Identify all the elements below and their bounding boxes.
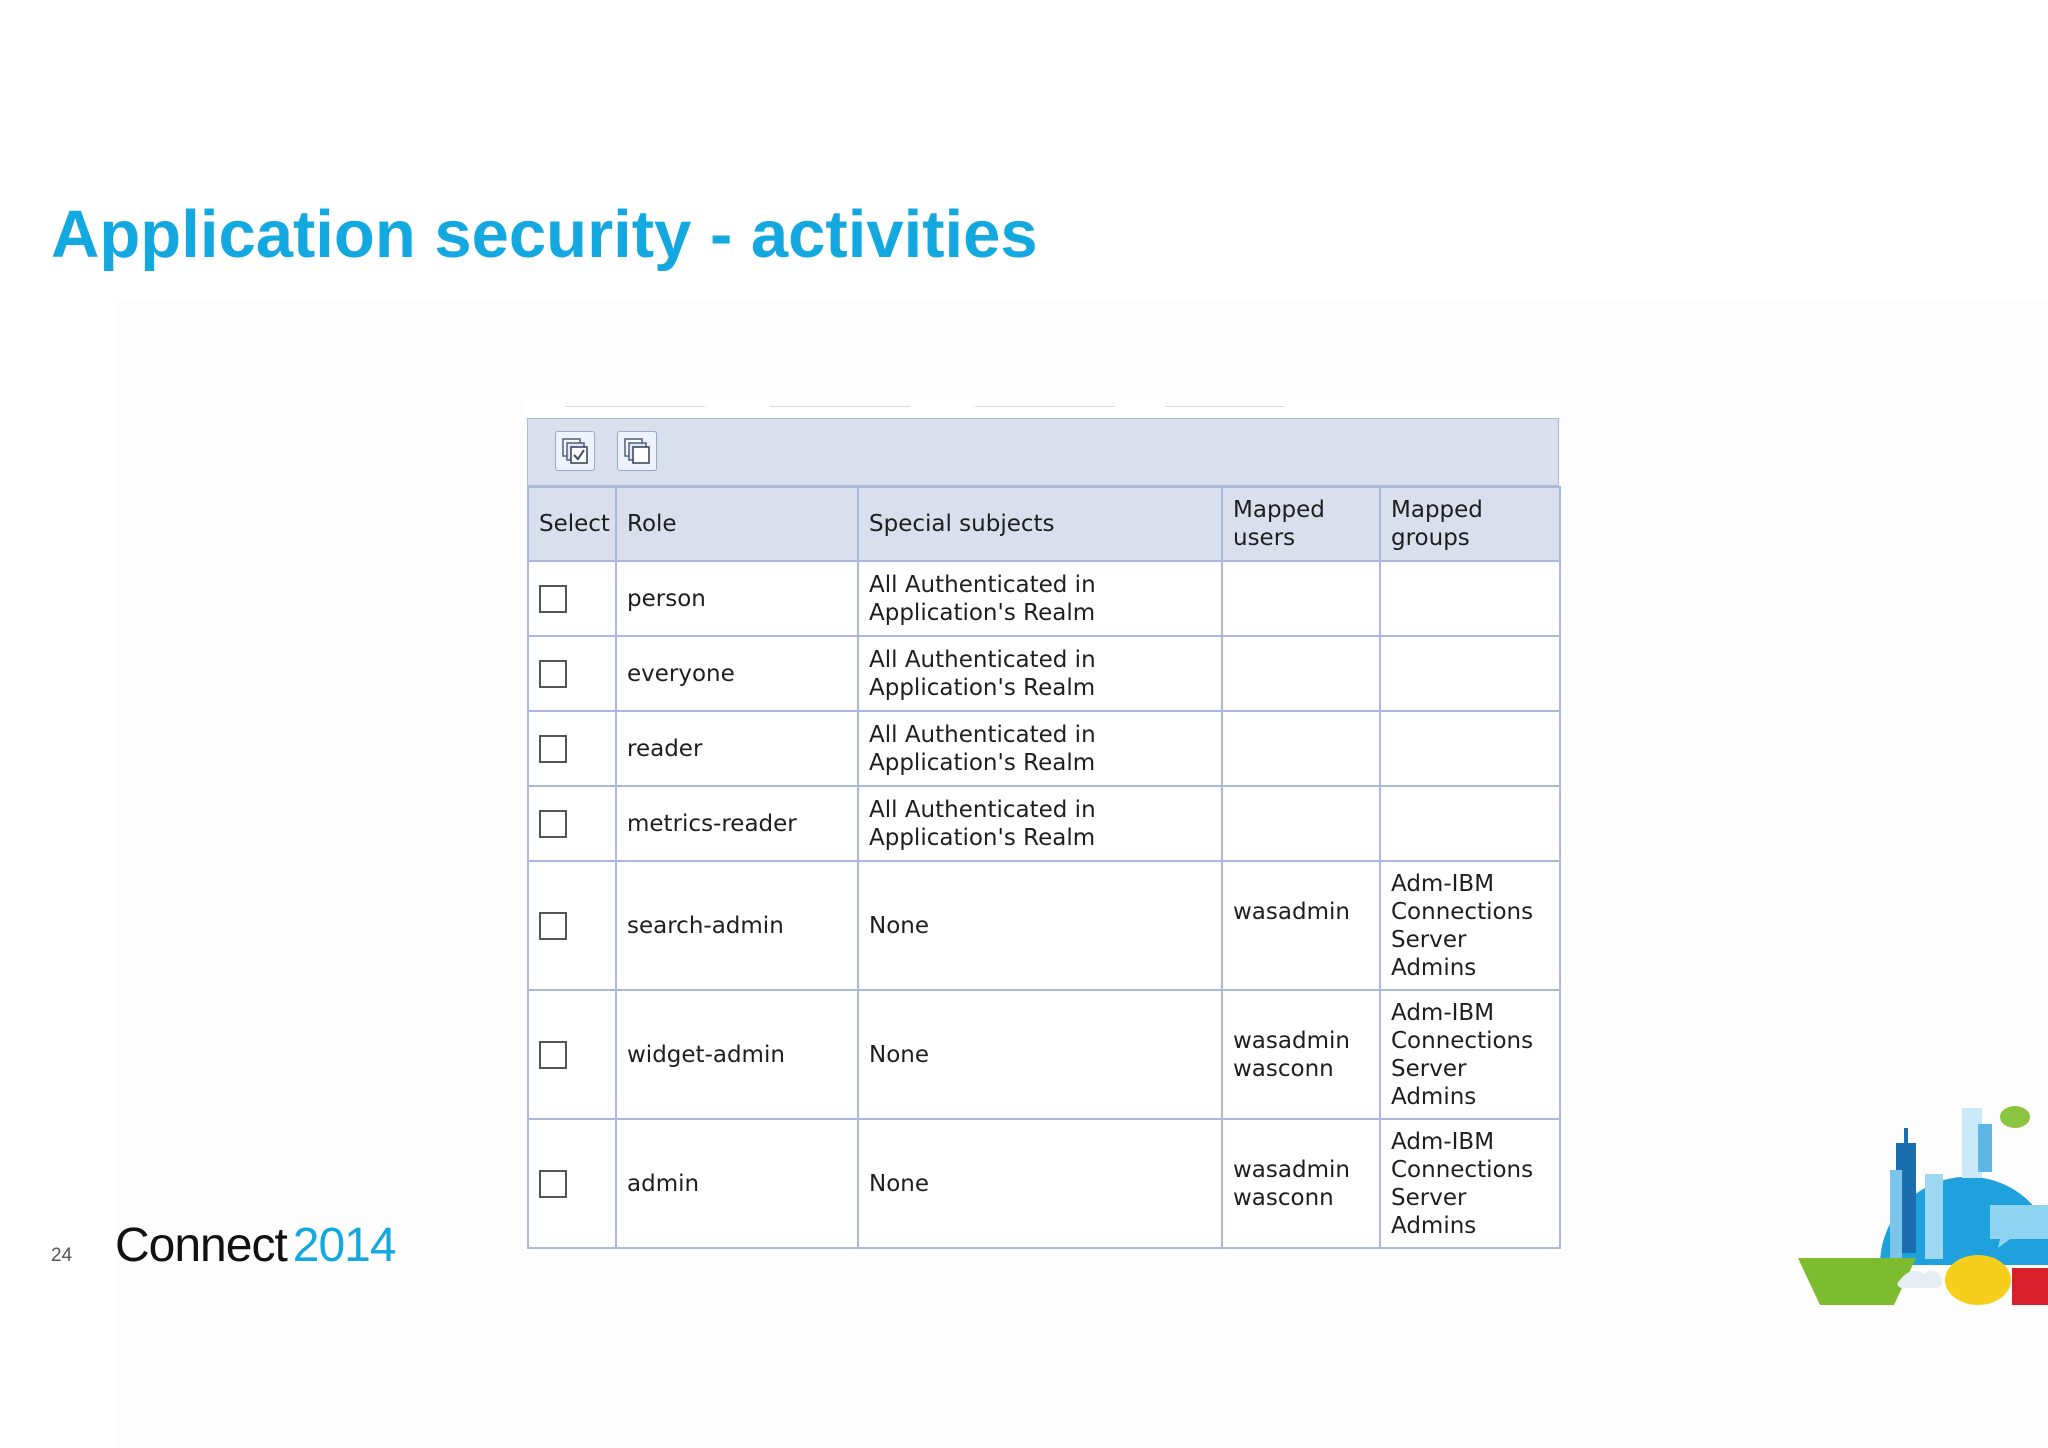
select-all-button[interactable] xyxy=(555,431,595,471)
select-all-icon xyxy=(561,437,589,465)
mapped-groups-cell xyxy=(1380,561,1560,636)
mapped-users-cell: wasadmin wasconn xyxy=(1222,990,1380,1119)
select-cell xyxy=(528,1119,616,1248)
mapped-groups-cell xyxy=(1380,711,1560,786)
deselect-all-icon xyxy=(623,437,651,465)
table-row[interactable] xyxy=(528,636,1560,711)
mapped-users-cell: wasadmin wasconn xyxy=(1222,1119,1380,1248)
city-illustration xyxy=(1790,1100,2048,1305)
select-cell xyxy=(528,861,616,990)
column-header-mapped-users: Mapped users xyxy=(1222,487,1380,561)
antenna-shape xyxy=(1904,1128,1908,1144)
security-role-table xyxy=(527,486,1561,1249)
table-toolbar xyxy=(527,418,1559,486)
role-cell: search-admin xyxy=(616,861,858,990)
column-header-select: Select xyxy=(528,487,616,561)
slide-title: Application security - activities xyxy=(51,197,1038,272)
select-cell xyxy=(528,561,616,636)
row-checkbox[interactable] xyxy=(539,912,567,940)
select-cell xyxy=(528,636,616,711)
row-checkbox[interactable] xyxy=(539,585,567,613)
table-header-row xyxy=(528,487,1560,561)
tab-edge xyxy=(565,398,705,407)
special-subjects-cell: None xyxy=(858,861,1222,990)
mapped-users-cell xyxy=(1222,786,1380,861)
row-checkbox[interactable] xyxy=(539,1041,567,1069)
building-shape xyxy=(1890,1170,1902,1260)
mapped-groups-cell xyxy=(1380,636,1560,711)
column-header-special-subjects: Special subjects xyxy=(858,487,1222,561)
table-row[interactable] xyxy=(528,786,1560,861)
tab-edge xyxy=(770,398,910,407)
chat-bubble-icon xyxy=(2000,1106,2030,1128)
page-number: 24 xyxy=(51,1245,73,1266)
special-subjects-cell: All Authenticated in Application's Realm xyxy=(858,636,1222,711)
tab-edge xyxy=(1165,398,1285,407)
column-header-role: Role xyxy=(616,487,858,561)
column-header-mapped-groups: Mapped groups xyxy=(1380,487,1560,561)
role-cell: reader xyxy=(616,711,858,786)
brand-word-year: 2014 xyxy=(292,1219,396,1272)
table-row[interactable] xyxy=(528,711,1560,786)
select-cell xyxy=(528,786,616,861)
role-mapping-panel xyxy=(525,398,1561,1241)
role-cell: person xyxy=(616,561,858,636)
select-cell xyxy=(528,990,616,1119)
ground-shape xyxy=(1798,1258,1916,1305)
role-cell: widget-admin xyxy=(616,990,858,1119)
ground-shape xyxy=(1945,1255,2011,1305)
deselect-all-button[interactable] xyxy=(617,431,657,471)
table-row[interactable] xyxy=(528,990,1560,1119)
role-cell: everyone xyxy=(616,636,858,711)
mapped-users-cell xyxy=(1222,711,1380,786)
row-checkbox[interactable] xyxy=(539,660,567,688)
role-cell: metrics-reader xyxy=(616,786,858,861)
ground-shape xyxy=(2012,1268,2048,1305)
role-cell: admin xyxy=(616,1119,858,1248)
special-subjects-cell: All Authenticated in Application's Realm xyxy=(858,711,1222,786)
brand-logo xyxy=(115,1219,396,1272)
mapped-groups-cell xyxy=(1380,786,1560,861)
table-row[interactable] xyxy=(528,861,1560,990)
tab-strip xyxy=(525,398,1561,419)
building-shape xyxy=(1978,1124,1992,1172)
mapped-users-cell: wasadmin xyxy=(1222,861,1380,990)
mapped-users-cell xyxy=(1222,636,1380,711)
mapped-users-cell xyxy=(1222,561,1380,636)
select-cell xyxy=(528,711,616,786)
mapped-groups-cell: Adm-IBM Connections Server Admins xyxy=(1380,861,1560,990)
special-subjects-cell: None xyxy=(858,1119,1222,1248)
row-checkbox[interactable] xyxy=(539,1170,567,1198)
special-subjects-cell: All Authenticated in Application's Realm xyxy=(858,786,1222,861)
table-row[interactable] xyxy=(528,561,1560,636)
mapped-groups-cell: Adm-IBM Connections Server Admins xyxy=(1380,1119,1560,1248)
brand-word-connect: Connect xyxy=(115,1219,287,1272)
building-shape xyxy=(1925,1174,1943,1259)
row-checkbox[interactable] xyxy=(539,735,567,763)
special-subjects-cell: All Authenticated in Application's Realm xyxy=(858,561,1222,636)
row-checkbox[interactable] xyxy=(539,810,567,838)
tab-edge xyxy=(975,398,1115,407)
mapped-groups-cell: Adm-IBM Connections Server Admins xyxy=(1380,990,1560,1119)
table-row[interactable] xyxy=(528,1119,1560,1248)
special-subjects-cell: None xyxy=(858,990,1222,1119)
